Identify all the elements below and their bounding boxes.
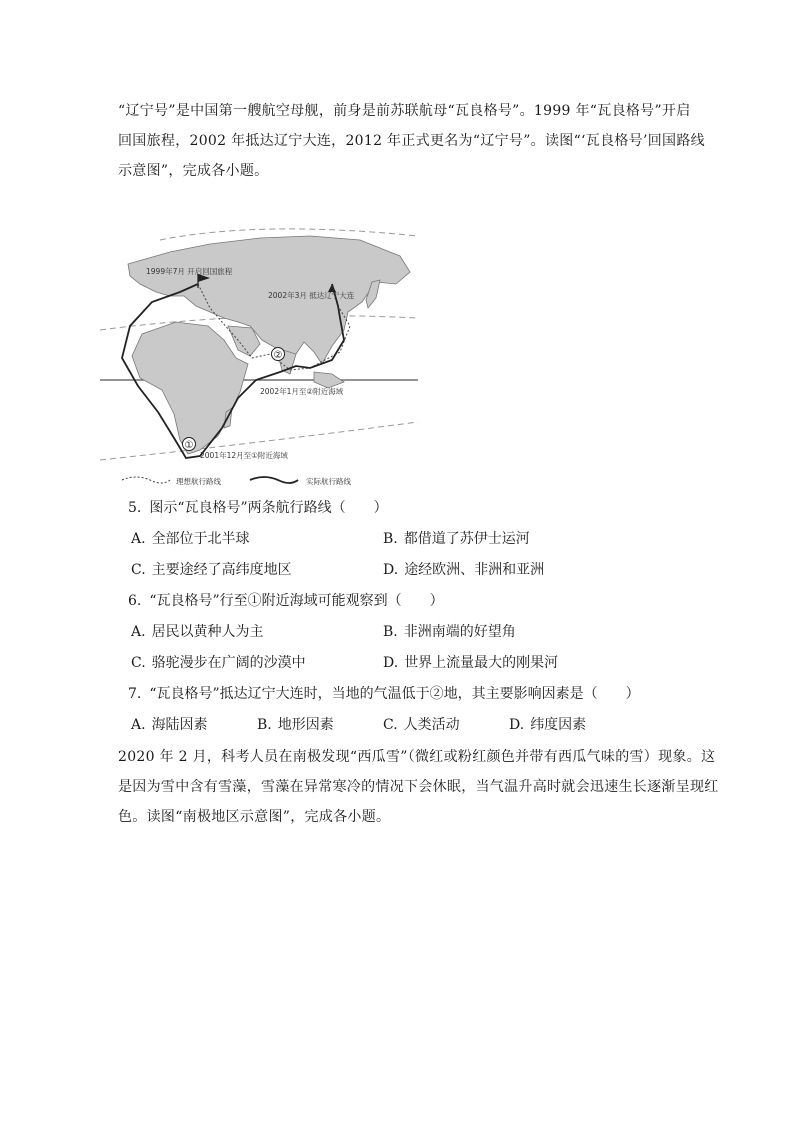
point-2-label: ② (273, 350, 283, 361)
option-text: 都借道了苏伊士运河 (403, 531, 530, 547)
option-6-c[interactable] (131, 652, 306, 674)
legend-actual-label: 实际航行路线 (306, 477, 351, 486)
question-7 (128, 683, 640, 705)
option-7-d[interactable] (509, 714, 586, 736)
option-text: 海陆因素 (151, 717, 208, 733)
option-text: 全部位于北半球 (151, 531, 250, 547)
africa-landmass (132, 322, 248, 454)
option-text: 地形因素 (277, 717, 334, 733)
intro-line: 回国旅程，2002 年抵达辽宁大连，2012 年正式更名为“辽宁号”。读图“‘瓦良格号’回国路线 (118, 133, 705, 149)
option-5-b[interactable] (383, 528, 530, 550)
option-text: 世界上流量最大的刚果河 (404, 655, 559, 671)
option-6-b[interactable] (383, 621, 516, 643)
option-letter: B. (257, 717, 272, 733)
option-text: 途经欧洲、非洲和亚洲 (404, 562, 545, 578)
option-letter: D. (383, 562, 399, 578)
option-5-c[interactable] (131, 559, 292, 581)
question-stem: 图示“瓦良格号”两条航行路线（ ） (149, 500, 388, 516)
option-text: 骆驼漫步在广阔的沙漠中 (151, 655, 306, 671)
option-letter: C. (383, 717, 398, 733)
label-start: 1999年7月 开启回国旅程 (146, 267, 233, 276)
intro2-line: 是因为雪中含有雪藻，雪藻在异常寒冷的情况下会休眠，当气温升高时就会迅速生长逐渐呈现红 (118, 779, 719, 795)
question-6 (128, 590, 444, 612)
question-number: 7. (128, 686, 142, 702)
intro-line: 示意图”，完成各小题。 (118, 163, 269, 179)
question-number: 6. (128, 593, 142, 609)
option-letter: C. (131, 655, 146, 671)
question-stem: “瓦良格号”行至①附近海域可能观察到（ ） (149, 593, 444, 609)
legend-ideal-label: 理想航行路线 (176, 477, 221, 486)
option-7-a[interactable] (131, 714, 208, 736)
option-text: 非洲南端的好望角 (403, 624, 516, 640)
option-text: 人类活动 (403, 717, 460, 733)
option-6-d[interactable] (383, 652, 558, 674)
option-letter: D. (383, 655, 399, 671)
intro2-line: 2020 年 2 月，科考人员在南极发现“西瓜雪”（微红或粉红颜色并带有西瓜气味的雪）现象。这 (118, 749, 716, 765)
route-map (100, 222, 418, 492)
route-map-figure (100, 222, 418, 492)
legend-ideal-swatch (122, 477, 170, 483)
option-5-d[interactable] (383, 559, 544, 581)
label-point2-time: 2002年1月至②附近海域 (260, 387, 344, 396)
option-letter: D. (509, 717, 525, 733)
question-5 (128, 497, 388, 519)
option-text: 纬度因素 (530, 717, 587, 733)
intro2-line: 色。读图“南极地区示意图”，完成各小题。 (118, 809, 391, 825)
point-1-label: ① (184, 440, 194, 451)
question-stem: “瓦良格号”抵达辽宁大连时，当地的气温低于②地，其主要影响因素是（ ） (149, 686, 640, 702)
option-letter: A. (131, 624, 146, 640)
option-7-c[interactable] (383, 714, 460, 736)
islands-landmass (314, 372, 344, 388)
option-letter: B. (383, 531, 398, 547)
option-letter: C. (131, 562, 146, 578)
option-text: 居民以黄种人为主 (151, 624, 264, 640)
legend-actual-swatch (250, 477, 298, 483)
question-number: 5. (128, 500, 142, 516)
option-6-a[interactable] (131, 621, 264, 643)
option-letter: A. (131, 717, 146, 733)
option-letter: A. (131, 531, 146, 547)
label-arrive: 2002年3月 抵达辽宁大连 (268, 291, 355, 300)
intro-paragraph (118, 96, 705, 186)
option-7-b[interactable] (257, 714, 334, 736)
option-5-a[interactable] (131, 528, 250, 550)
label-point1-time: 2001年12月至①附近海域 (200, 451, 288, 460)
intro-line: “辽宁号”是中国第一艘航空母舰，前身是前苏联航母“瓦良格号”。1999 年“瓦良格号”开启 (118, 103, 691, 119)
antarctic-intro-paragraph (118, 742, 719, 832)
option-letter: B. (383, 624, 398, 640)
option-text: 主要途经了高纬度地区 (151, 562, 292, 578)
